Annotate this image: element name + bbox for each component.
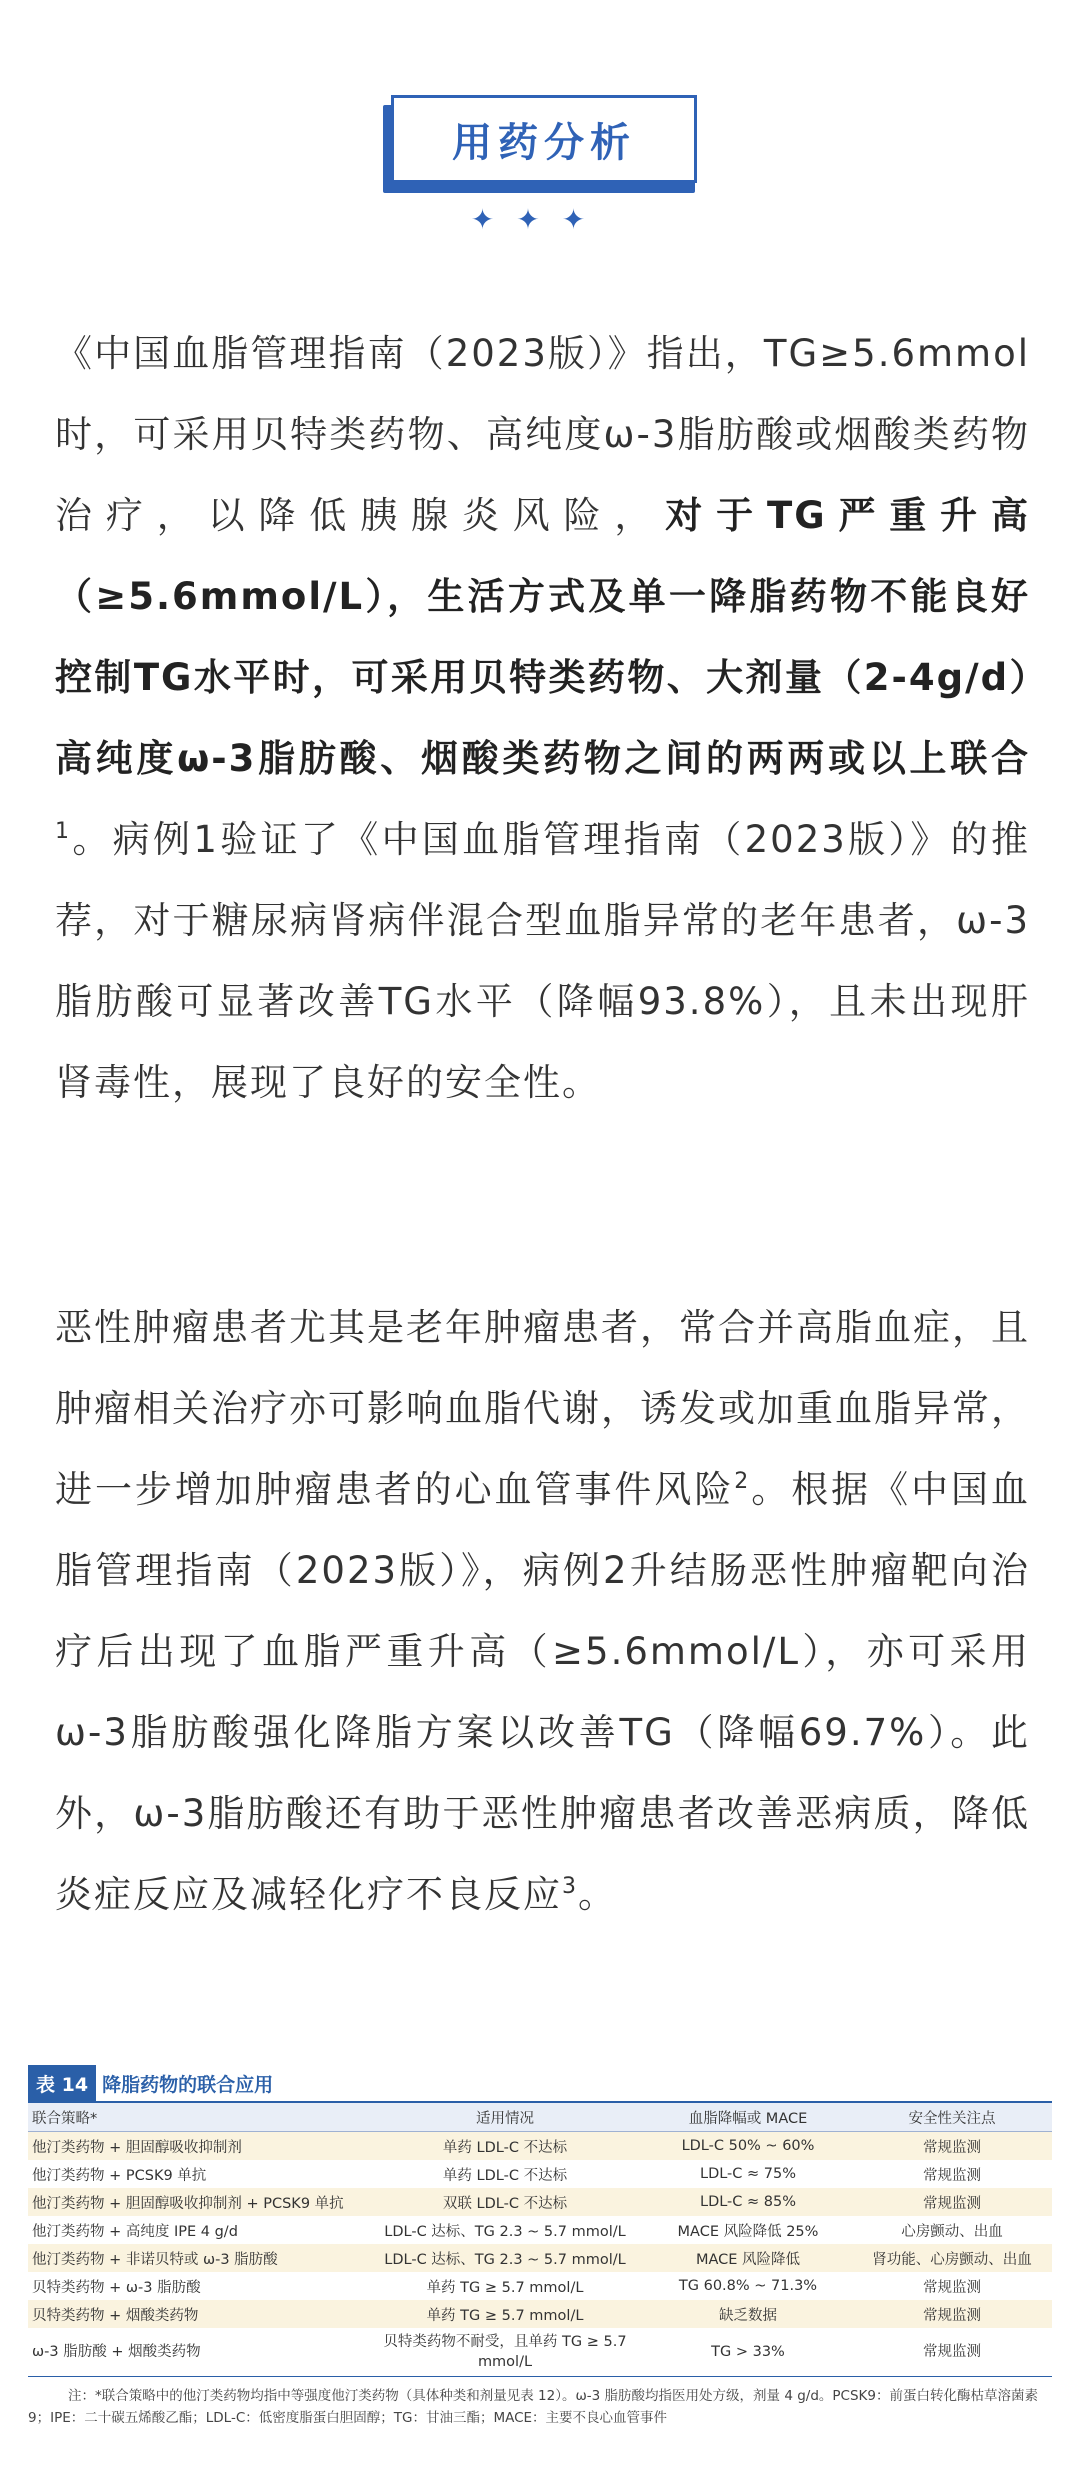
column-header: 适用情况 xyxy=(366,2103,644,2132)
table-cell: MACE 风险降低 25% xyxy=(644,2216,852,2244)
analysis-paragraph-1 xyxy=(55,313,1030,1123)
table-cell: 他汀类药物 + 胆固醇吸收抑制剂 xyxy=(28,2132,366,2161)
table-row xyxy=(28,2272,1052,2300)
table-cell: 常规监测 xyxy=(852,2132,1052,2161)
paragraph-text: 《中国血脂管理指南（2023版）》指出，TG≥5.6mmol时，可采用贝特类药物、高纯度ω-3脂肪酸或烟酸类药物治疗，以降低胰腺炎风险， xyxy=(55,332,1030,537)
table-cell: 他汀类药物 + PCSK9 单抗 xyxy=(28,2160,366,2188)
section-title-badge xyxy=(383,95,705,236)
reference-marker: 3 xyxy=(562,1874,578,1899)
table-cell: 单药 TG ≥ 5.7 mmol/L xyxy=(366,2272,644,2300)
table-cell: LDL-C 达标、TG 2.3 ~ 5.7 mmol/L xyxy=(366,2216,644,2244)
table-title: 降脂药物的联合应用 xyxy=(102,2073,274,2096)
drug-combination-table xyxy=(28,2103,1052,2377)
table-cell: ω-3 脂肪酸 + 烟酸类药物 xyxy=(28,2328,366,2377)
table-row xyxy=(28,2244,1052,2272)
table-cell: 他汀类药物 + 胆固醇吸收抑制剂 + PCSK9 单抗 xyxy=(28,2188,366,2216)
table-cell: TG > 33% xyxy=(644,2328,852,2377)
analysis-paragraph-2 xyxy=(55,1287,1030,1935)
table-row xyxy=(28,2328,1052,2377)
drug-combination-table-figure xyxy=(28,2065,1052,2429)
table-cell: 他汀类药物 + 非诺贝特或 ω-3 脂肪酸 xyxy=(28,2244,366,2272)
section-title: 用药分析 xyxy=(452,119,636,166)
table-cell: 肾功能、心房颤动、出血 xyxy=(852,2244,1052,2272)
table-cell: 单药 LDL-C 不达标 xyxy=(366,2160,644,2188)
table-header-row xyxy=(28,2103,1052,2132)
paragraph-text: 恶性肿瘤患者尤其是老年肿瘤患者，常合并高脂血症，且肿瘤相关治疗亦可影响血脂代谢，诱发或加重血脂异常，进一步增加肿瘤患者的心血管事件风险 xyxy=(55,1306,1030,1511)
table-cell: LDL-C ≈ 85% xyxy=(644,2188,852,2216)
table-caption xyxy=(28,2065,1052,2103)
table-row xyxy=(28,2160,1052,2188)
reference-marker: 1 xyxy=(55,819,71,844)
table-cell: 常规监测 xyxy=(852,2188,1052,2216)
table-cell: 常规监测 xyxy=(852,2328,1052,2377)
table-cell: 单药 TG ≥ 5.7 mmol/L xyxy=(366,2300,644,2328)
table-row xyxy=(28,2188,1052,2216)
table-cell: 他汀类药物 + 高纯度 IPE 4 g/d xyxy=(28,2216,366,2244)
table-number: 表 14 xyxy=(28,2065,96,2101)
badge-box xyxy=(391,95,697,183)
paragraph-bold-text: 对于TG严重升高（≥5.6mmol/L），生活方式及单一降脂药物不能良好控制TG水平时，可采用贝特类药物、大剂量（2-4g/d）高纯度ω-3脂肪酸、烟酸类药物之间的两两或以上联合 xyxy=(55,494,1031,780)
paragraph-text: 。根据《中国血脂管理指南（2023版）》，病例2升结肠恶性肿瘤靶向治疗后出现了血脂严重升高（≥5.6mmol/L），亦可采用ω-3脂肪酸强化降脂方案以改善TG（降幅69.7%）。此外，ω-3脂肪酸还有助于恶性肿瘤患者改善恶病质，降低炎症反应及减轻化疗不良反应 xyxy=(55,1468,1031,1916)
table-cell: 常规监测 xyxy=(852,2272,1052,2300)
column-header: 血脂降幅或 MACE xyxy=(644,2103,852,2132)
column-header: 安全性关注点 xyxy=(852,2103,1052,2132)
column-header: 联合策略* xyxy=(28,2103,366,2132)
table-row xyxy=(28,2300,1052,2328)
table-cell: 贝特类药物不耐受，且单药 TG ≥ 5.7 mmol/L xyxy=(366,2328,644,2377)
table-cell: 单药 LDL-C 不达标 xyxy=(366,2132,644,2161)
paragraph-text: 。病例1验证了《中国血脂管理指南（2023版）》的推荐，对于糖尿病肾病伴混合型血脂异常的老年患者，ω-3脂肪酸可显著改善TG水平（降幅93.8%），且未出现肝肾毒性，展现了良好的安全性。 xyxy=(55,818,1030,1104)
table-cell: 常规监测 xyxy=(852,2160,1052,2188)
table-footnote: 注：*联合策略中的他汀类药物均指中等强度他汀类药物（具体种类和剂量见表 12）。ω-3 脂肪酸均指医用处方级，剂量 4 g/d。PCSK9：前蛋白转化酶枯草溶菌素 9；IPE：二十碳五烯酸乙酯；LDL-C：低密度脂蛋白胆固醇；TG：甘油三酯；MACE：主要不良心血管事件 xyxy=(28,2388,1038,2426)
table-row xyxy=(28,2132,1052,2161)
table-cell: 常规监测 xyxy=(852,2300,1052,2328)
star-decoration-icon: ✦✦✦ xyxy=(470,203,608,236)
paragraph-text: 。 xyxy=(578,1873,617,1916)
table-row xyxy=(28,2216,1052,2244)
table-cell: LDL-C ≈ 75% xyxy=(644,2160,852,2188)
table-cell: LDL-C 达标、TG 2.3 ~ 5.7 mmol/L xyxy=(366,2244,644,2272)
table-cell: 双联 LDL-C 不达标 xyxy=(366,2188,644,2216)
table-cell: MACE 风险降低 xyxy=(644,2244,852,2272)
table-cell: LDL-C 50% ~ 60% xyxy=(644,2132,852,2161)
table-cell: 心房颤动、出血 xyxy=(852,2216,1052,2244)
table-cell: 缺乏数据 xyxy=(644,2300,852,2328)
reference-marker: 2 xyxy=(734,1469,751,1494)
table-cell: 贝特类药物 + ω-3 脂肪酸 xyxy=(28,2272,366,2300)
table-cell: TG 60.8% ~ 71.3% xyxy=(644,2272,852,2300)
table-cell: 贝特类药物 + 烟酸类药物 xyxy=(28,2300,366,2328)
